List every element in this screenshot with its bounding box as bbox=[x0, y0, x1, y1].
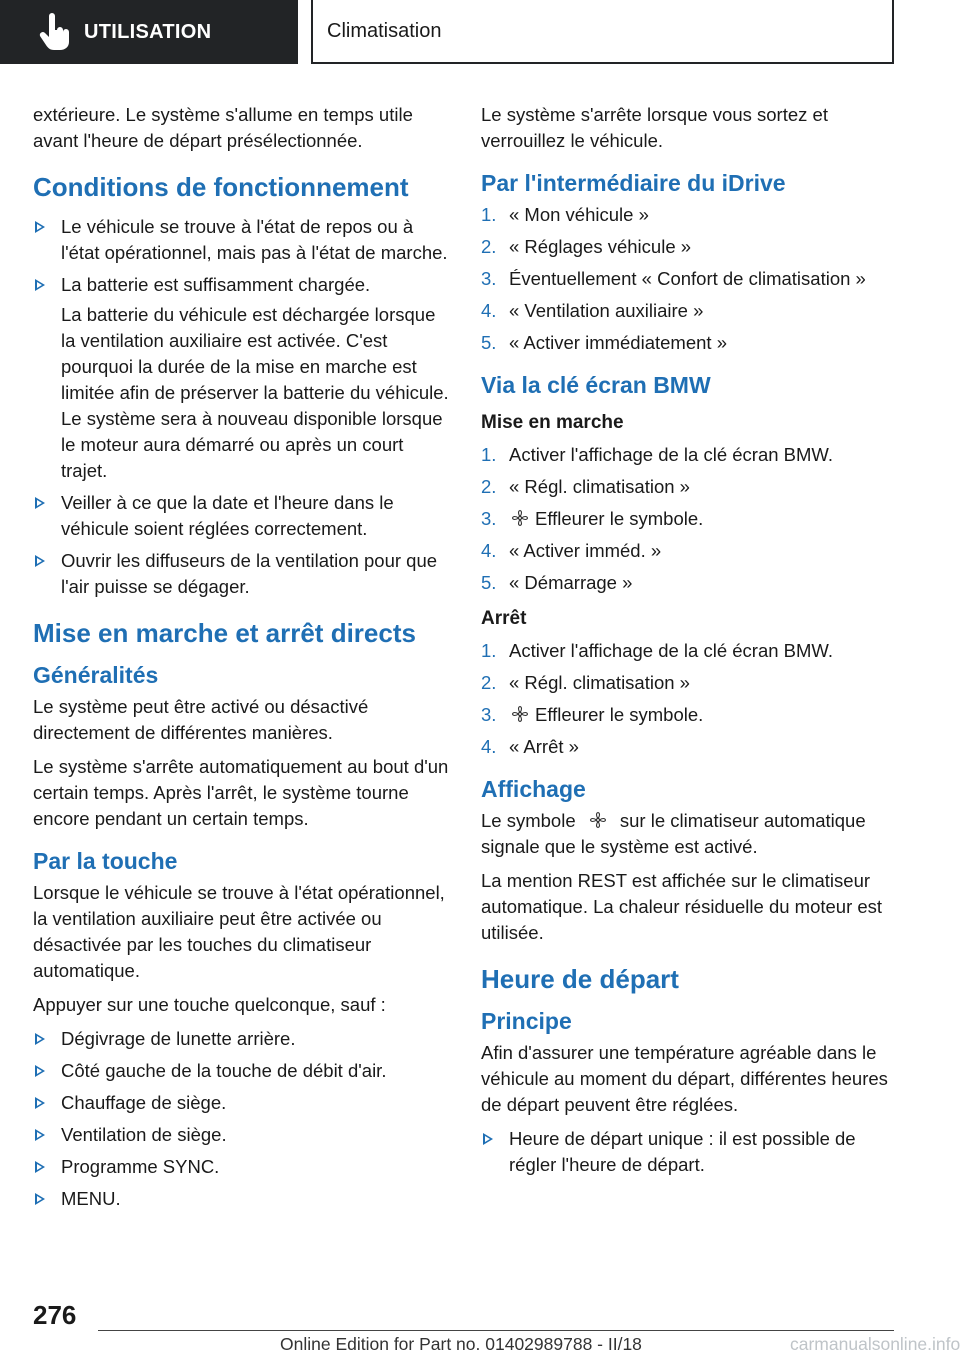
list-item: Ouvrir les diffuseurs de la ventilation pour que l'air puisse se dégager. bbox=[33, 548, 451, 600]
header-topic-box bbox=[311, 0, 894, 64]
edition-text: Online Edition for Part no. 01402989788 - II/18 bbox=[280, 1334, 642, 1354]
list-item: Veiller à ce que la date et l'heure dans le véhicule soient réglées correctement. bbox=[33, 490, 451, 542]
list-item: Le véhicule se trouve à l'état de repos ou à l'état opérationnel, mais pas à l'état de marche. bbox=[33, 214, 451, 266]
topic-title: Climatisation bbox=[327, 19, 442, 42]
list-item: Chauffage de siège. bbox=[33, 1090, 451, 1116]
idrive-steps bbox=[481, 202, 901, 356]
start-steps bbox=[481, 442, 901, 596]
page-number: 276 bbox=[33, 1300, 77, 1330]
bullet-triangle-icon bbox=[35, 1161, 45, 1173]
bullet-triangle-icon bbox=[35, 555, 45, 567]
header-section-tab bbox=[0, 0, 298, 64]
heading-idrive: Par l'intermédiaire du iDrive bbox=[481, 170, 786, 196]
bullet-triangle-icon bbox=[35, 1193, 45, 1205]
list-item: 2. « Régl. climatisation » bbox=[481, 476, 690, 497]
bullet-triangle-icon bbox=[35, 497, 45, 509]
button-paragraph-1: Lorsque le véhicule se trouve à l'état opérationnel, la ventilation auxiliaire peut être activée ou désactivée par les touches du climatiseur automatique. bbox=[33, 882, 445, 981]
section-title: UTILISATION bbox=[84, 20, 212, 43]
display-paragraph-2: La mention REST est affichée sur le climatiseur automatique. La chaleur résiduelle du moteur est utilisée. bbox=[481, 870, 883, 943]
bullet-triangle-icon bbox=[483, 1133, 493, 1145]
list-item: 2. « Réglages véhicule » bbox=[481, 236, 692, 257]
button-paragraph-2: Appuyer sur une touche quelconque, sauf : bbox=[33, 994, 386, 1015]
principle-paragraph: Afin d'assurer une température agréable dans le véhicule au moment du départ, différentes heures de départ peuvent être réglées. bbox=[481, 1042, 888, 1115]
list-item: Ventilation de siège. bbox=[33, 1122, 451, 1148]
intro-paragraph: extérieure. Le système s'allume en temps utile avant l'heure de départ présélectionnée. bbox=[33, 104, 413, 151]
footer-divider bbox=[98, 1330, 894, 1331]
list-item: La batterie est suffisamment chargée. La batterie du véhicule est déchargée lorsque la ventilation auxiliaire est activée. C'est pourquoi la durée de la mise en marche est limitée afin de préserver la batterie du véhicule. Le système sera à nouveau disponible lorsque le moteur aura démarré ou après un court trajet. bbox=[33, 272, 451, 484]
bullet-triangle-icon bbox=[35, 1033, 45, 1045]
stop-steps bbox=[481, 638, 901, 760]
watermark: carmanualsonline.info bbox=[790, 1334, 960, 1354]
heading-direct: Mise en marche et arrêt directs bbox=[33, 618, 416, 648]
fan-icon bbox=[511, 509, 529, 527]
right-column bbox=[481, 102, 901, 1184]
list-item: 1. Activer l'affichage de la clé écran BMW. bbox=[481, 640, 834, 661]
list-item-detail: La batterie du véhicule est déchargée lorsque la ventilation auxiliaire est activée. C'est pourquoi la durée de la mise en marche est limitée afin de préserver la batterie du véhicule. Le système sera à nouveau disponible lorsque le moteur aura démarré ou après un court trajet. bbox=[61, 304, 449, 481]
list-item: 1. Activer l'affichage de la clé écran BMW. bbox=[481, 444, 834, 465]
heading-principle: Principe bbox=[481, 1008, 572, 1034]
list-item: 4. « Arrêt » bbox=[481, 736, 579, 757]
heading-key: Via la clé écran BMW bbox=[481, 372, 711, 398]
display-paragraph-1: Le symbole sur le climatiseur automatique signale que le système est activé. bbox=[481, 810, 866, 857]
bullet-triangle-icon bbox=[35, 279, 45, 291]
left-column bbox=[33, 102, 451, 1218]
general-paragraph-2: Le système s'arrête automatiquement au bout d'un certain temps. Après l'arrêt, le système tourne encore pendant un certain temps. bbox=[33, 756, 449, 829]
list-item: 1. « Mon véhicule » bbox=[481, 204, 649, 225]
heading-stop: Arrêt bbox=[481, 608, 527, 629]
list-item: 4. « Activer imméd. » bbox=[481, 540, 662, 561]
general-paragraph-1: Le système peut être activé ou désactivé directement de différentes manières. bbox=[33, 696, 369, 743]
heading-conditions: Conditions de fonctionnement bbox=[33, 172, 409, 202]
list-item: 3. Éventuellement « Confort de climatisation » bbox=[481, 268, 866, 289]
intro-paragraph: Le système s'arrête lorsque vous sortez et verrouillez le véhicule. bbox=[481, 104, 828, 151]
list-item: Programme SYNC. bbox=[33, 1154, 451, 1180]
list-item: Côté gauche de la touche de débit d'air. bbox=[33, 1058, 451, 1084]
list-item: MENU. bbox=[33, 1186, 451, 1212]
heading-start: Mise en marche bbox=[481, 412, 624, 433]
heading-button: Par la touche bbox=[33, 848, 178, 874]
conditions-list bbox=[33, 214, 451, 600]
list-item: 3. Effleurer le symbole. bbox=[481, 508, 704, 529]
list-item: Heure de départ unique : il est possible de régler l'heure de départ. bbox=[481, 1126, 901, 1178]
hand-pointer-icon bbox=[36, 12, 74, 52]
bullet-triangle-icon bbox=[35, 1065, 45, 1077]
button-exception-list bbox=[33, 1026, 451, 1212]
list-item: 3. Effleurer le symbole. bbox=[481, 704, 704, 725]
list-item: 5. « Activer immédiatement » bbox=[481, 332, 727, 353]
fan-icon bbox=[511, 705, 529, 723]
list-item: 2. « Régl. climatisation » bbox=[481, 672, 690, 693]
list-item: Dégivrage de lunette arrière. bbox=[33, 1026, 451, 1052]
list-item: 4. « Ventilation auxiliaire » bbox=[481, 300, 704, 321]
heading-general: Généralités bbox=[33, 662, 159, 688]
heading-depart: Heure de départ bbox=[481, 964, 679, 994]
fan-icon bbox=[589, 811, 607, 829]
heading-display: Affichage bbox=[481, 776, 586, 802]
bullet-triangle-icon bbox=[35, 1129, 45, 1141]
bullet-triangle-icon bbox=[35, 1097, 45, 1109]
bullet-triangle-icon bbox=[35, 221, 45, 233]
list-item: 5. « Démarrage » bbox=[481, 572, 633, 593]
principle-list bbox=[481, 1126, 901, 1178]
